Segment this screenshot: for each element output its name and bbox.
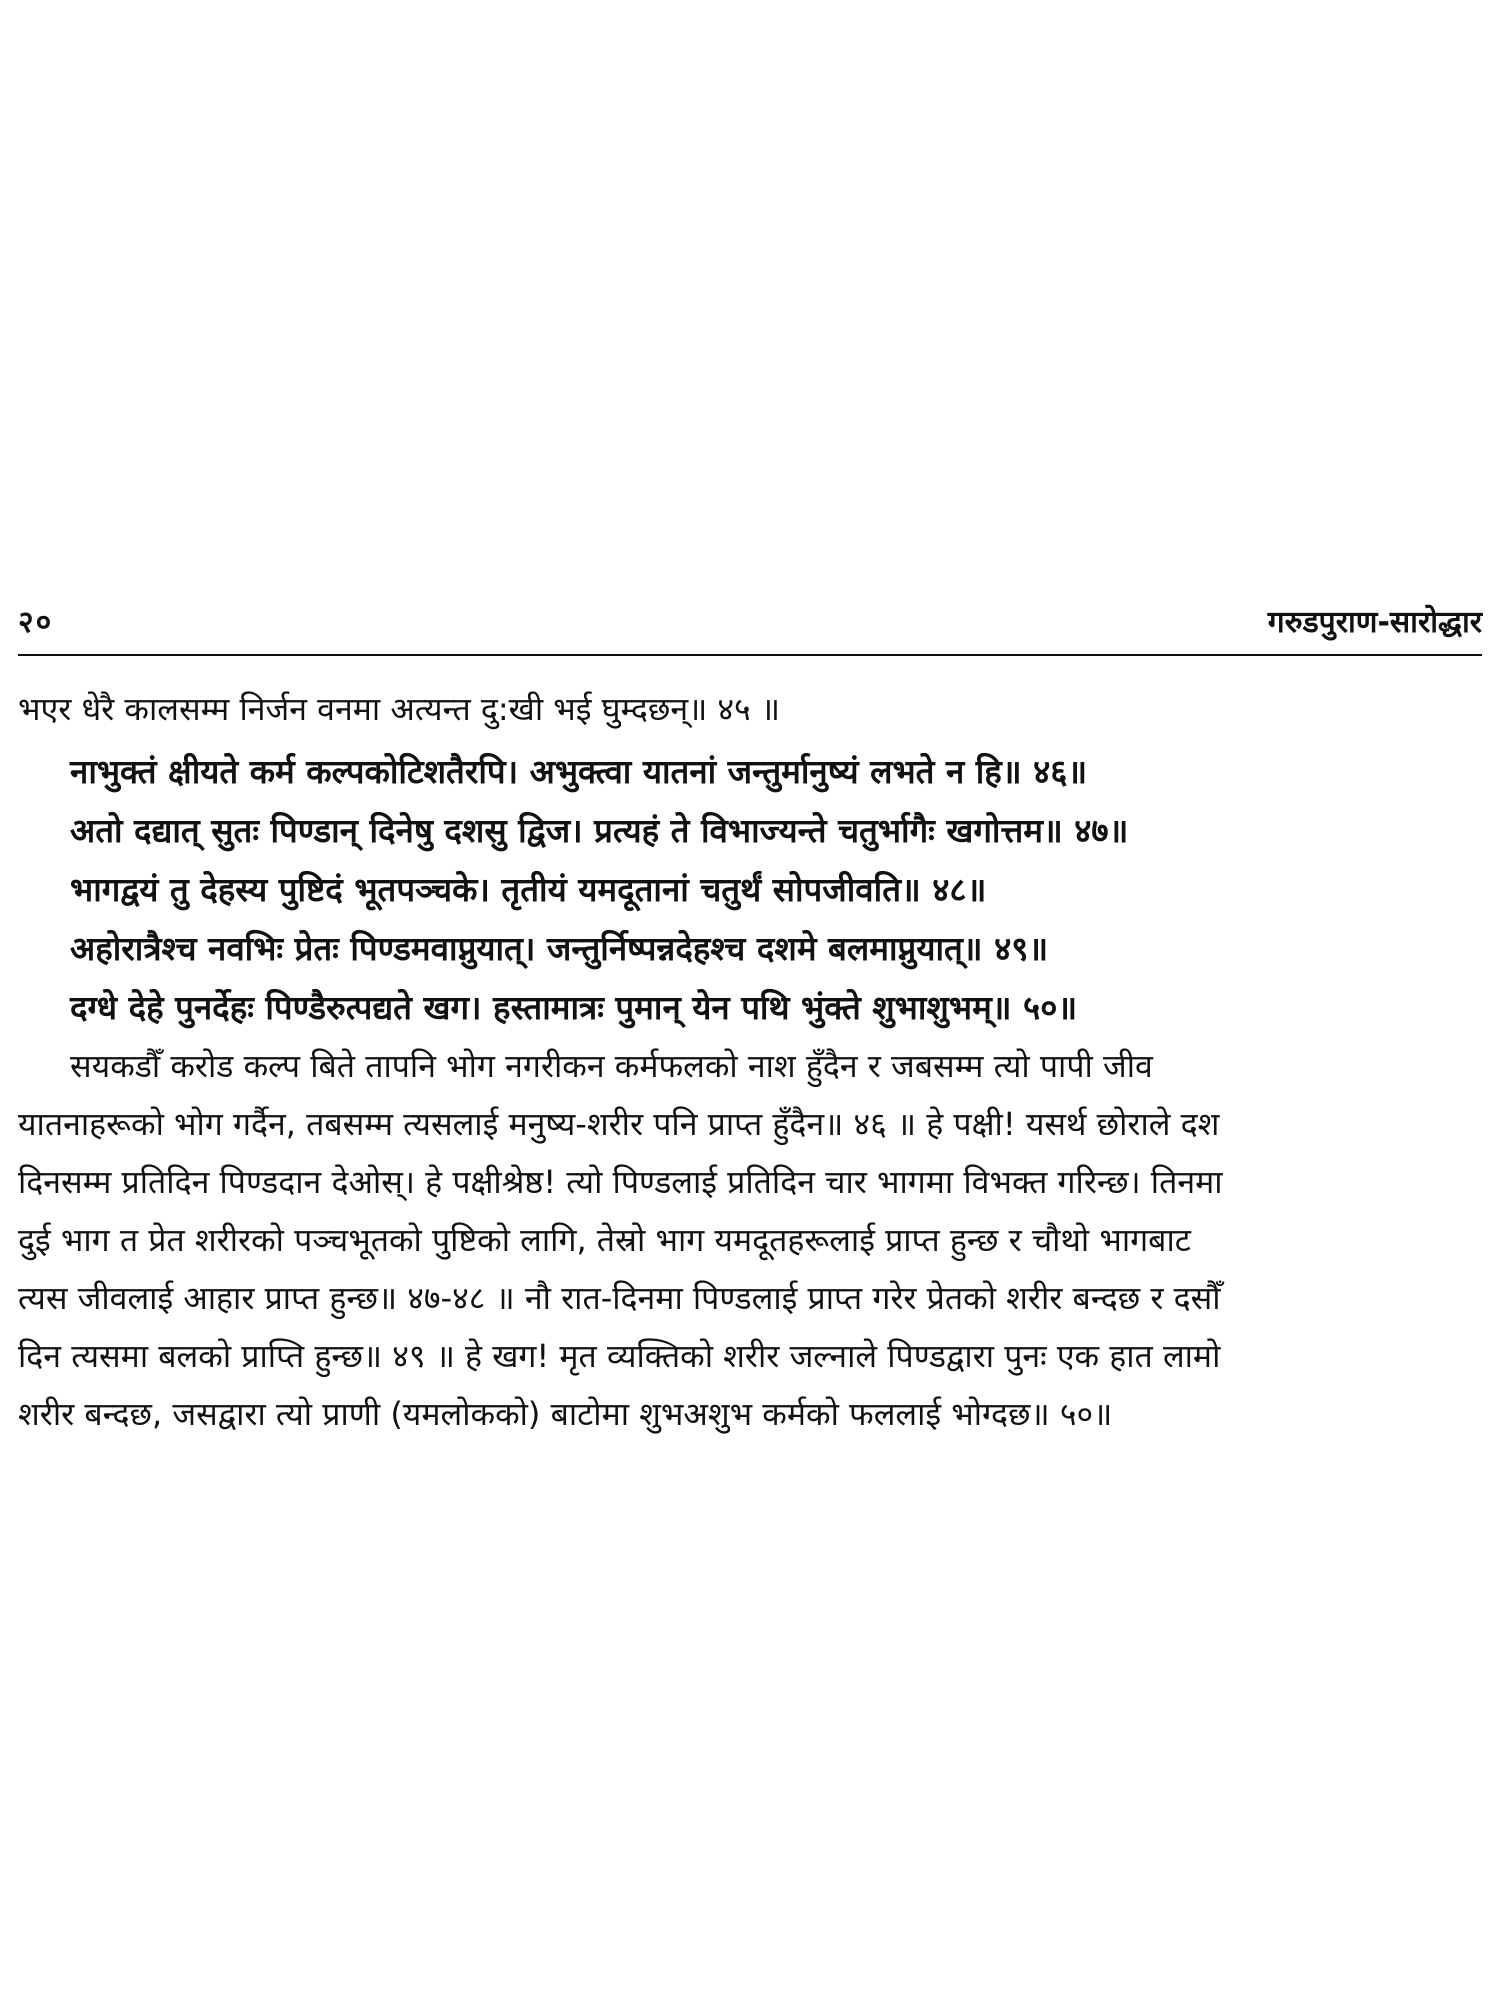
translation-line: सयकडौँ करोड कल्प बिते तापनि भोग नगरीकन कर्मफलको नाश हुँदैन र जबसम्म त्यो पापी जीव (70, 1047, 1153, 1085)
translation-line: त्यस जीवलाई आहार प्राप्त हुन्छ॥ ४७-४८ ॥ नौ रात-दिनमा पिण्डलाई प्राप्त गरेर प्रेतको शरीर बन्दछ र दसौँ (18, 1279, 1221, 1317)
translation-line: यातनाहरूको भोग गर्दैन, तबसम्म त्यसलाई मनुष्य-शरीर पनि प्राप्त हुँदैन॥ ४६ ॥ हे पक्षी! यसर्थ छोराले दश (18, 1105, 1220, 1143)
page-number: २० (18, 605, 54, 640)
translation-line: दिनसम्म प्रतिदिन पिण्डदान देओस्। हे पक्षीश्रेष्ठ! त्यो पिण्डलाई प्रतिदिन चार भागमा विभक्त गरिन्छ। तिनमा (18, 1163, 1223, 1201)
verse-48: भागद्वयं तु देहस्य पुष्टिदं भूतपञ्चके। तृतीयं यमदूतानां चतुर्थं सोपजीवति॥ ४८॥ (70, 870, 987, 909)
sanskrit-verses (18, 742, 1482, 1037)
verse-50: दग्धे देहे पुनर्देहः पिण्डैरुत्पद्यते खग। हस्तामात्रः पुमान् येन पथि भुंक्ते शुभाशुभम्॥ ५०॥ (70, 988, 1078, 1027)
lead-line: भएर धेरै कालसम्म निर्जन वनमा अत्यन्त दु:खी भई घुम्दछन्॥ ४५ ॥ (18, 690, 781, 728)
nepali-translation (18, 1037, 1482, 1443)
translation-line: दुई भाग त प्रेत शरीरको पञ्चभूतको पुष्टिको लागि, तेस्रो भाग यमदूतहरूलाई प्राप्त हुन्छ र चौथो भागबाट (18, 1221, 1191, 1259)
translation-line: दिन त्यसमा बलको प्राप्ति हुन्छ॥ ४९ ॥ हे खग! मृत व्यक्तिको शरीर जल्नाले पिण्डद्वारा पुनः एक हात लामो (18, 1337, 1221, 1375)
verse-46: नाभुक्तं क्षीयते कर्म कल्पकोटिशतैरपि। अभुक्त्वा यातनां जन्तुर्मानुष्यं लभते न हि॥ ४६॥ (70, 752, 1088, 791)
verse-49: अहोरात्रैश्च नवभिः प्रेतः पिण्डमवाप्नुयात्। जन्तुर्निष्पन्नदेहश्च दशमे बलमाप्नुयात्॥ ४९॥ (70, 929, 1049, 968)
body-text (18, 680, 1482, 1443)
header-rule (18, 654, 1482, 656)
book-title: गरुडपुराण-सारोद्धार (1267, 605, 1482, 640)
translation-line: शरीर बन्दछ, जसद्वारा त्यो प्राणी (यमलोकको) बाटोमा शुभअशुभ कर्मको फललाई भोग्दछ॥ ५०॥ (18, 1395, 1113, 1433)
verse-47: अतो दद्यात् सुतः पिण्डान् दिनेषु दशसु द्विज। प्रत्यहं ते विभाज्यन्ते चतुर्भागैः खगोत्तम॥ ४७॥ (70, 811, 1129, 850)
running-header (18, 600, 1482, 652)
